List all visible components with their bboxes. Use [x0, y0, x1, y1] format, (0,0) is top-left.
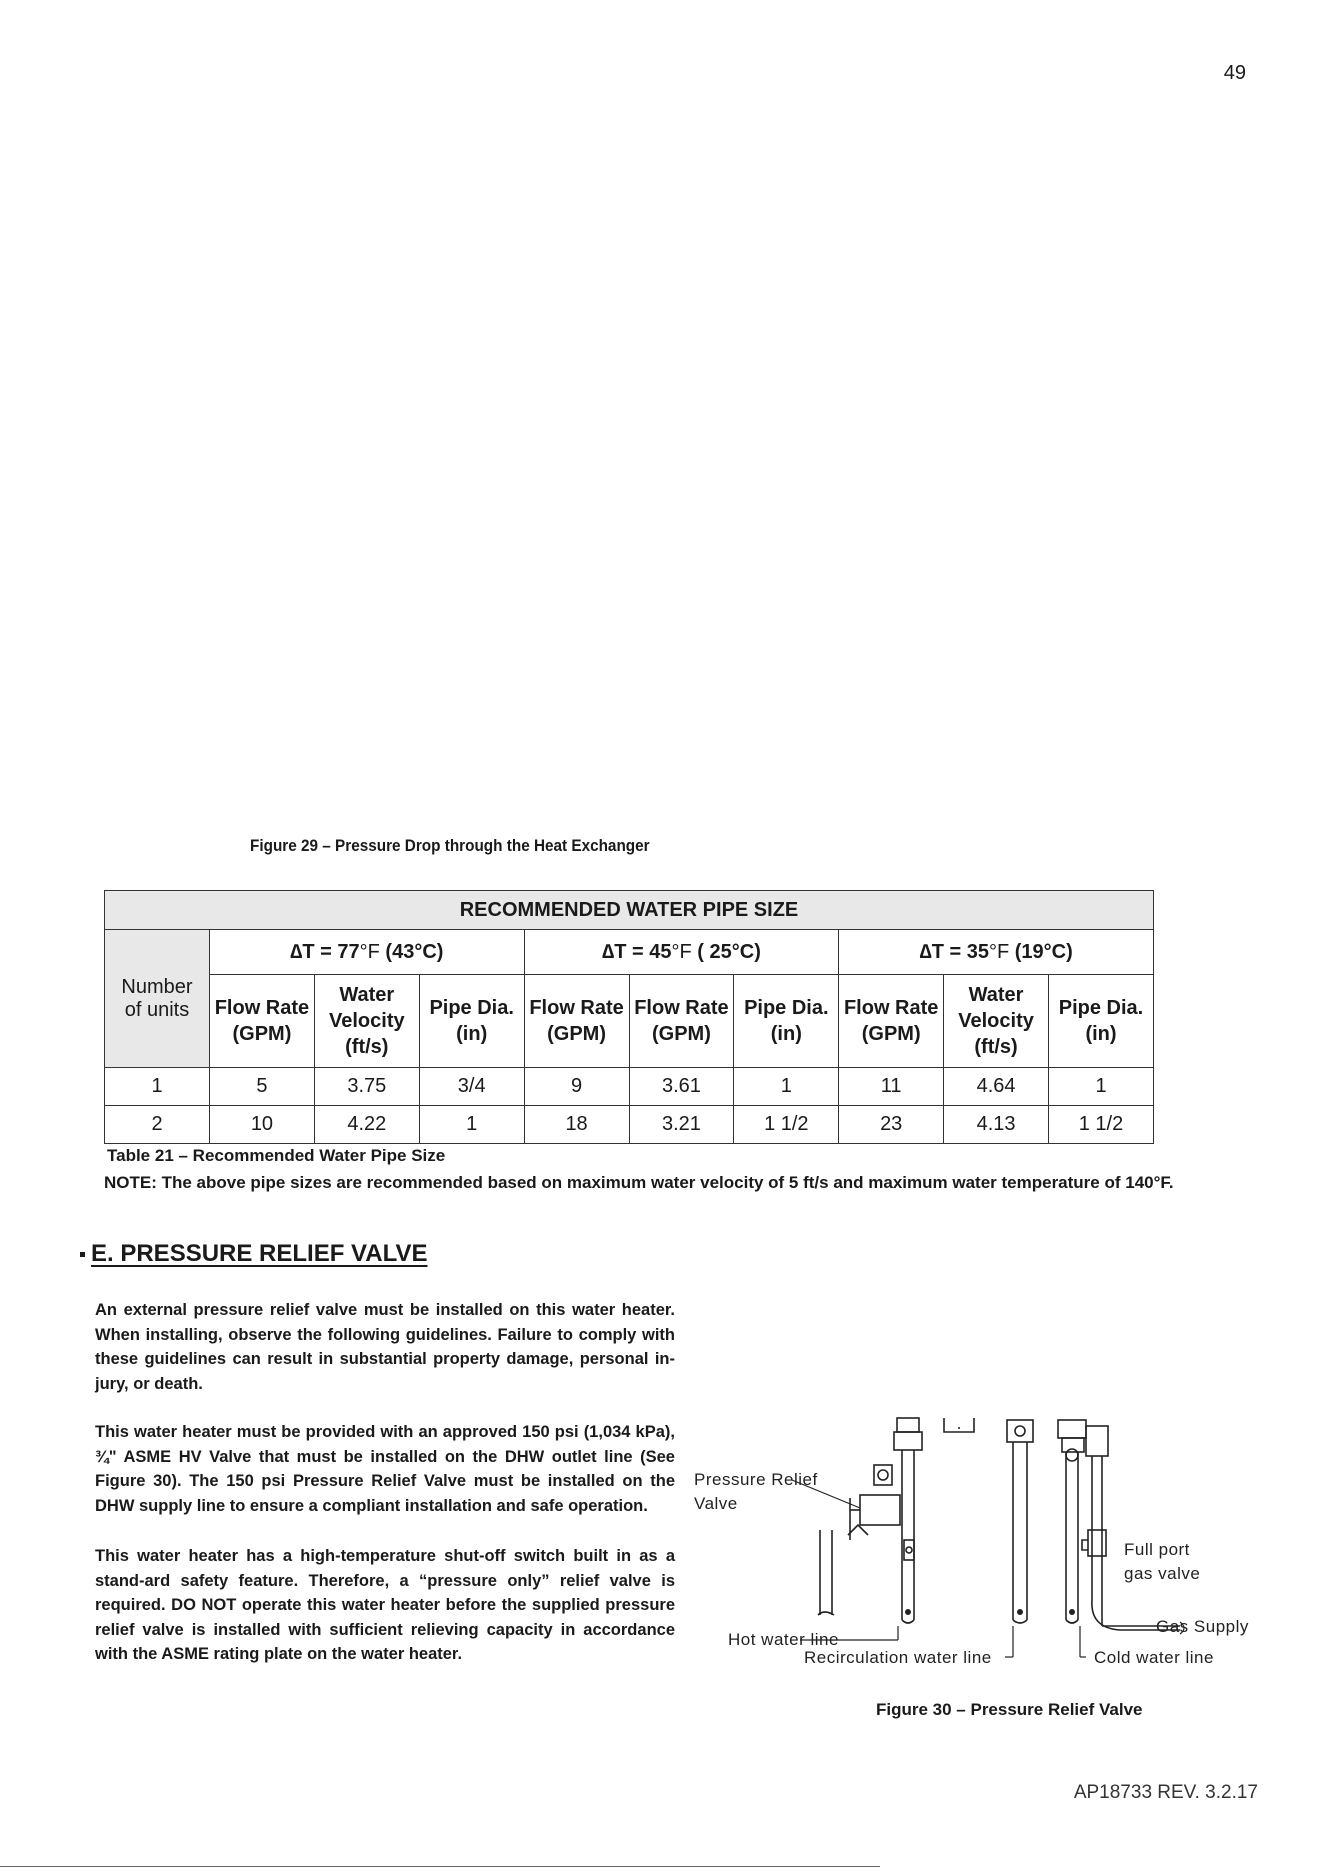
paragraph: This water heater has a high-temperature shut-off switch built in as a stand-ard safety feature. Therefore, a “pressure only” relief valve is required. DO NOT operate this water heater before the supplied pressure relief valve is installed with sufficient relieving capacity in accordance with the ASME rating plate on the water heater.: [95, 1547, 675, 1663]
table-cell: 23: [839, 1106, 944, 1144]
table-title: RECOMMENDED WATER PIPE SIZE: [105, 891, 1154, 930]
sub-header: Water Velocity (ft/s): [944, 975, 1049, 1068]
table-cell: 1: [1049, 1068, 1154, 1106]
hot-water-line-label: Hot water line: [728, 1630, 839, 1649]
table-cell: 4.64: [944, 1068, 1049, 1106]
sub-header: Pipe Dia. (in): [734, 975, 839, 1068]
bottom-divider: [0, 1866, 880, 1867]
group-header-2: ∆T = 45°F ( 25°C): [524, 930, 839, 975]
section-heading: [80, 1240, 428, 1268]
table-cell: 1: [419, 1106, 524, 1144]
units-header: Number of units: [105, 930, 210, 1068]
table-cell: 1: [105, 1068, 210, 1106]
table-cell: 1 1/2: [1049, 1106, 1154, 1144]
recommended-pipe-size-table: [104, 890, 1154, 1144]
table-cell: 4.13: [944, 1106, 1049, 1144]
table-cell: 5: [210, 1068, 315, 1106]
sub-header: Flow Rate (GPM): [839, 975, 944, 1068]
gas-valve-label: gas valve: [1124, 1564, 1201, 1583]
table-cell: 1: [734, 1068, 839, 1106]
group-header-1: ∆T = 77°F (43°C): [210, 930, 525, 975]
table-cell: 3.21: [629, 1106, 734, 1144]
bullet-icon: [80, 1252, 85, 1257]
group-header-3: ∆T = 35°F (19°C): [839, 930, 1154, 975]
gas-supply-label: Gas Supply: [1156, 1617, 1249, 1636]
table-cell: 9: [524, 1068, 629, 1106]
table-cell: 4.22: [314, 1106, 419, 1144]
table-cell: 3.75: [314, 1068, 419, 1106]
full-port-label: Full port: [1124, 1540, 1190, 1559]
sub-header: Flow Rate (GPM): [629, 975, 734, 1068]
sub-header: Flow Rate (GPM): [210, 975, 315, 1068]
section-heading-text: E. PRESSURE RELIEF VALVE: [91, 1240, 428, 1267]
figure-30-caption: Figure 30 – Pressure Relief Valve: [876, 1700, 1143, 1719]
table-note: NOTE: The above pipe sizes are recommended based on maximum water velocity of 5 ft/s and maximum water temperature of 140°F.: [104, 1173, 1174, 1192]
recirculation-line-label: Recirculation water line: [804, 1648, 992, 1667]
table-cell: 3/4: [419, 1068, 524, 1106]
table-caption: Table 21 – Recommended Water Pipe Size: [107, 1146, 446, 1165]
table-cell: 2: [105, 1106, 210, 1144]
cold-water-line-label: Cold water line: [1094, 1648, 1214, 1667]
pressure-relief-label: Pressure Relief: [694, 1470, 818, 1489]
paragraph: An external pressure relief valve must be installed on this water heater. When installing, observe the following guidelines. Failure to comply with these guidelines can result in substantial property damage, personal in-jury, or death.: [95, 1301, 675, 1393]
table-row: [105, 1068, 1154, 1106]
sub-header: Water Velocity (ft/s): [314, 975, 419, 1068]
document-revision: AP18733 REV. 3.2.17: [1073, 1782, 1258, 1803]
sub-header: Flow Rate (GPM): [524, 975, 629, 1068]
table-cell: 18: [524, 1106, 629, 1144]
table-row: [105, 1106, 1154, 1144]
paragraph: This water heater must be provided with an approved 150 psi (1,034 kPa), ¾" ASME HV Valve that must be installed on the DHW outlet line (See Figure 30). The 150 psi Pressure Relief Valve must be installed on the DHW supply line to ensure a compliant installation and safe operation.: [95, 1423, 675, 1515]
figure-29-caption: Figure 29 – Pressure Drop through the Heat Exchanger: [250, 836, 650, 855]
table-cell: 11: [839, 1068, 944, 1106]
table-cell: 1 1/2: [734, 1106, 839, 1144]
table-cell: 10: [210, 1106, 315, 1144]
sub-header: Pipe Dia. (in): [1049, 975, 1154, 1068]
valve-label: Valve: [694, 1494, 738, 1513]
sub-header: Pipe Dia. (in): [419, 975, 524, 1068]
page-number: 49: [1223, 62, 1246, 84]
table-cell: 3.61: [629, 1068, 734, 1106]
figure-30-diagram: [680, 1390, 1280, 1680]
